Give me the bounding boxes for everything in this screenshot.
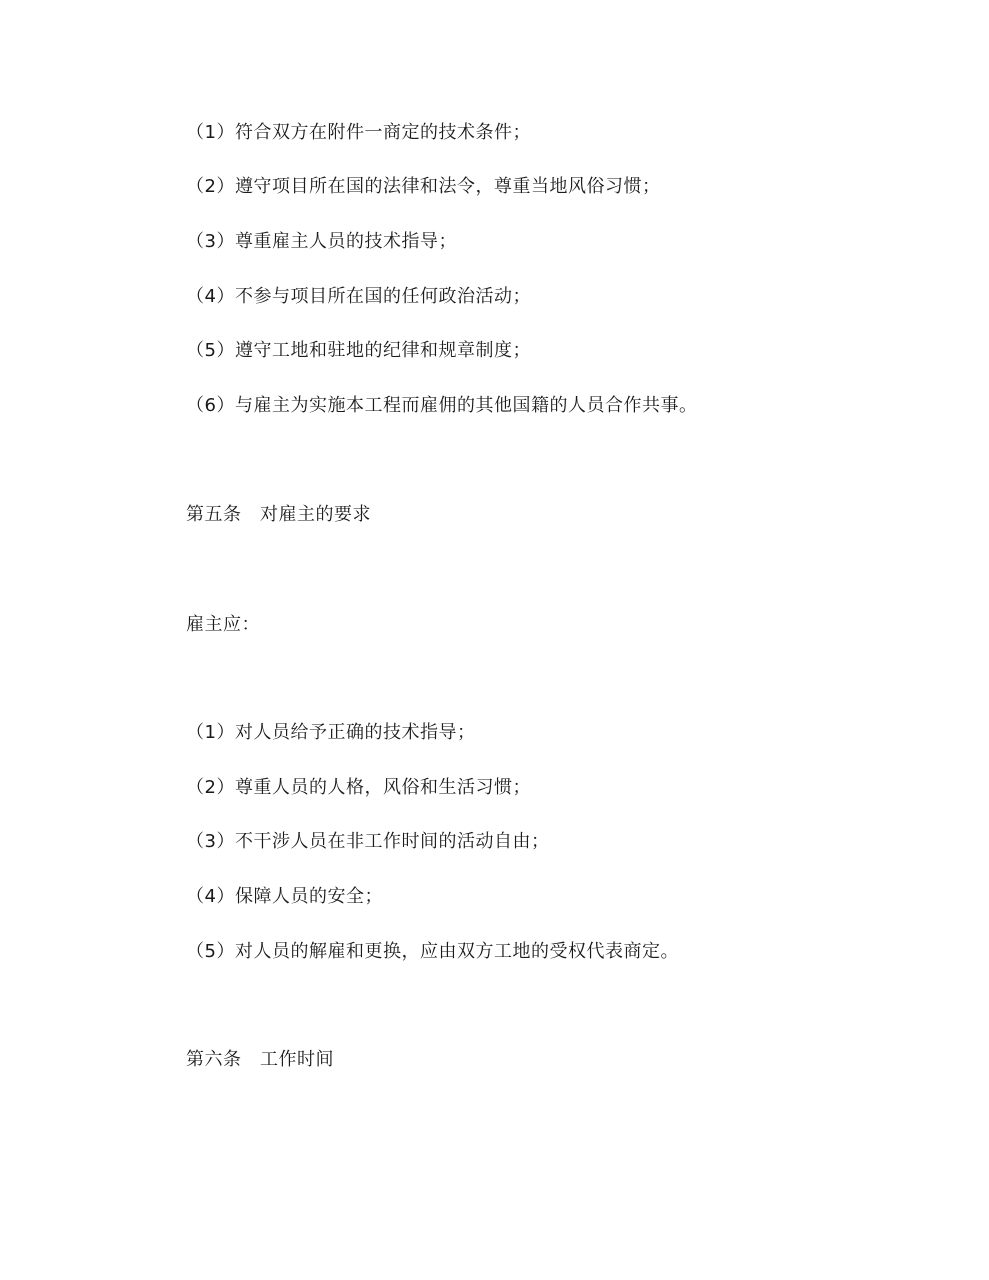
- list-item: （1）对人员给予正确的技术指导；: [186, 722, 476, 743]
- article-intro: 雇主应：: [186, 614, 260, 635]
- list-item: （5）遵守工地和驻地的纪律和规章制度；: [186, 340, 531, 361]
- article-heading: 第六条 工作时间: [186, 1049, 334, 1070]
- list-item: （3）尊重雇主人员的技术指导；: [186, 231, 457, 252]
- list-item: （5）对人员的解雇和更换，应由双方工地的受权代表商定。: [186, 941, 679, 962]
- list-item: （6）与雇主为实施本工程而雇佣的其他国籍的人员合作共事。: [186, 395, 698, 416]
- list-item: （1）符合双方在附件一商定的技术条件；: [186, 122, 531, 143]
- list-item: （2）遵守项目所在国的法律和法令，尊重当地风俗习惯；: [186, 176, 661, 197]
- article-heading: 第五条 对雇主的要求: [186, 504, 371, 525]
- list-item: （4）保障人员的安全；: [186, 886, 383, 907]
- list-item: （3）不干涉人员在非工作时间的活动自由；: [186, 831, 550, 852]
- list-item: （4）不参与项目所在国的任何政治活动；: [186, 286, 531, 307]
- list-item: （2）尊重人员的人格，风俗和生活习惯；: [186, 777, 531, 798]
